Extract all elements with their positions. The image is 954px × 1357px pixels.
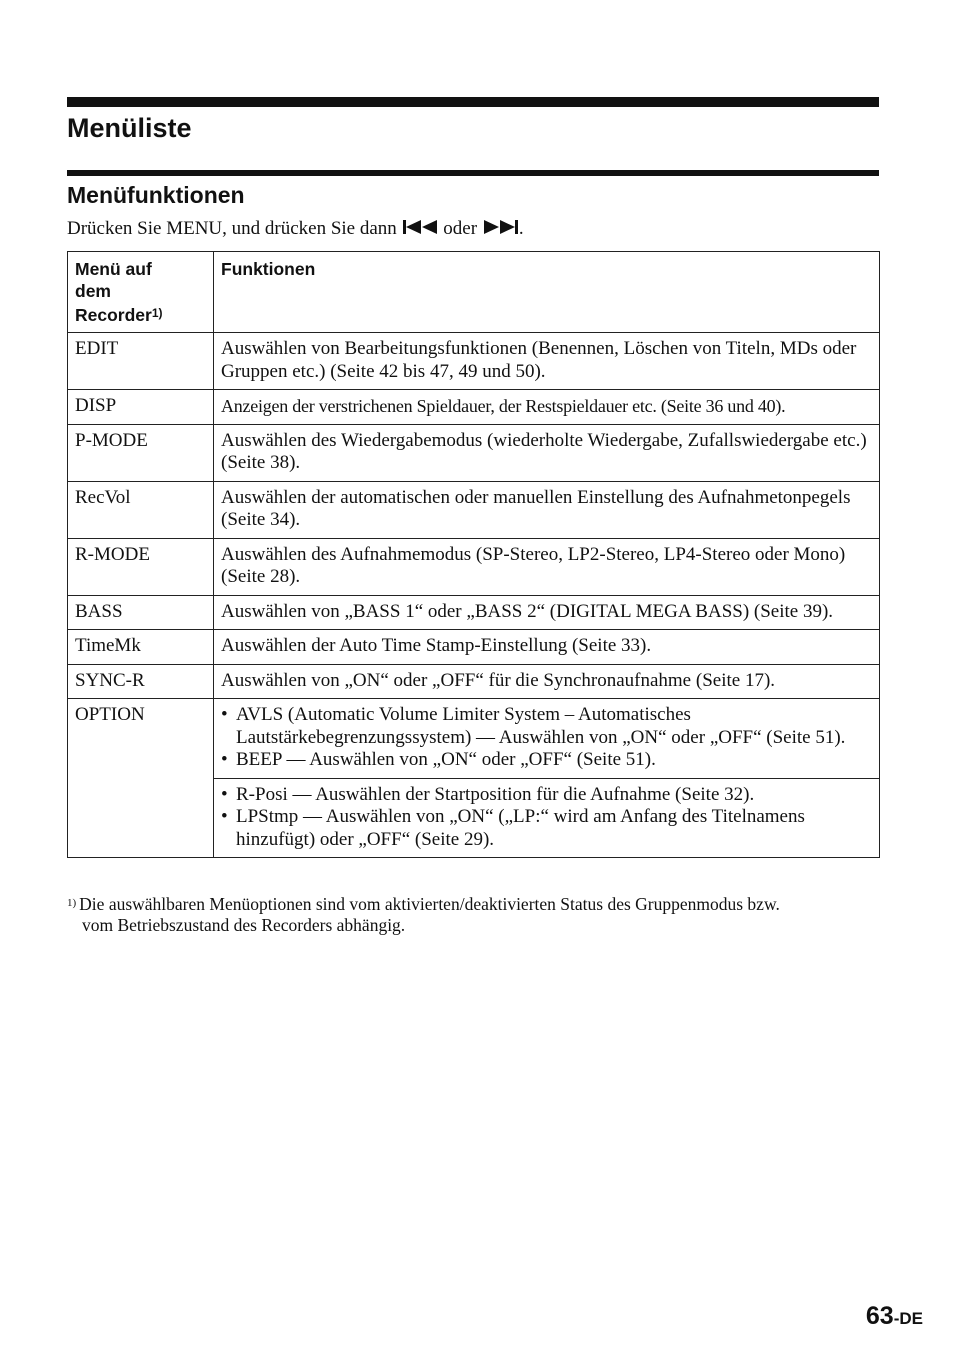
next-track-icon — [482, 219, 519, 235]
menu-cell: TimeMk — [68, 630, 214, 665]
section-rule — [67, 170, 879, 176]
previous-track-icon — [402, 219, 439, 235]
menu-cell: SYNC-R — [68, 664, 214, 699]
function-cell: Auswählen von „BASS 1“ oder „BASS 2“ (DIGITAL MEGA BASS) (Seite 39). — [214, 595, 880, 630]
page-number-suffix: -DE — [893, 1309, 923, 1328]
table-row — [68, 481, 880, 538]
function-cell: Auswählen der Auto Time Stamp-Einstellung (Seite 33). — [214, 630, 880, 665]
footnote-marker: 1) — [151, 306, 163, 320]
table-row — [68, 424, 880, 481]
function-cell — [214, 778, 880, 858]
list-item: • BEEP — Auswählen von „ON“ oder „OFF“ (Seite 51). — [221, 749, 872, 772]
menu-cell: R-MODE — [68, 538, 214, 595]
table-row — [68, 538, 880, 595]
menu-table — [67, 251, 880, 858]
header-functions: Funktionen — [214, 252, 880, 333]
function-cell — [214, 699, 880, 779]
menu-cell: P-MODE — [68, 424, 214, 481]
footnote-mark: 1) — [67, 897, 77, 909]
table-row — [68, 664, 880, 699]
intro-before: Drücken Sie MENU, und drücken Sie dann — [67, 218, 397, 239]
table-row-option — [68, 699, 880, 779]
page-title: Menüliste — [67, 113, 192, 143]
option-list — [221, 784, 872, 852]
function-cell: Auswählen des Wiedergabemodus (wiederholte Wiedergabe, Zufallswiedergabe etc.) (Seite 38). — [214, 424, 880, 481]
menu-cell: DISP — [68, 390, 214, 425]
menu-cell: EDIT — [68, 333, 214, 390]
top-rule — [67, 97, 879, 107]
table-row — [68, 333, 880, 390]
function-cell: Auswählen des Aufnahmemodus (SP-Stereo, LP2-Stereo, LP4-Stereo oder Mono) (Seite 28). — [214, 538, 880, 595]
page-number-value: 63 — [865, 1302, 894, 1330]
page-number — [866, 1302, 923, 1331]
section-title: Menüfunktionen — [67, 182, 245, 208]
function-cell: Auswählen von „ON“ oder „OFF“ für die Synchronaufnahme (Seite 17). — [214, 664, 880, 699]
menu-cell: OPTION — [68, 699, 214, 858]
list-item: • R-Posi — Auswählen der Startposition für die Aufnahme (Seite 32). — [221, 784, 872, 807]
menu-cell: BASS — [68, 595, 214, 630]
menu-cell: RecVol — [68, 481, 214, 538]
table-row — [68, 630, 880, 665]
intro-after: . — [518, 218, 524, 239]
list-item: • LPStmp — Auswählen von „ON“ („LP:“ wird am Anfang des Titelnamens hinzufügt) oder „OFF“ (Seite 29). — [221, 806, 872, 851]
intro-text — [67, 216, 524, 242]
function-cell: Auswählen von Bearbeitungsfunktionen (Benennen, Löschen von Titeln, MDs oder Gruppen etc.) (Seite 42 bis 47, 49 und 50). — [214, 333, 880, 390]
table-row — [68, 390, 880, 425]
footnote-line2: vom Betriebszustand des Recorders abhängig. — [82, 915, 406, 935]
list-item: • AVLS (Automatic Volume Limiter System – Automatisches Lautstärkebegrenzungssystem) — Auswählen von „ON“ oder „OFF“ (Seite 51). — [221, 704, 872, 749]
header-menu: Menü auf dem Recorder$^{1)}$ — [68, 252, 214, 333]
footnote — [67, 893, 887, 936]
option-list — [221, 704, 872, 772]
function-cell: Anzeigen der verstrichenen Spieldauer, der Restspieldauer etc. (Seite 36 und 40). — [214, 390, 880, 425]
function-cell: Auswählen der automatischen oder manuellen Einstellung des Aufnahmetonpegels (Seite 34). — [214, 481, 880, 538]
table-row — [68, 595, 880, 630]
table-header-row — [68, 252, 880, 333]
intro-middle: oder — [443, 218, 478, 239]
footnote-line1: Die auswählbaren Menüoptionen sind vom aktivierten/deaktivierten Status des Gruppenmodus bzw. — [79, 894, 780, 914]
